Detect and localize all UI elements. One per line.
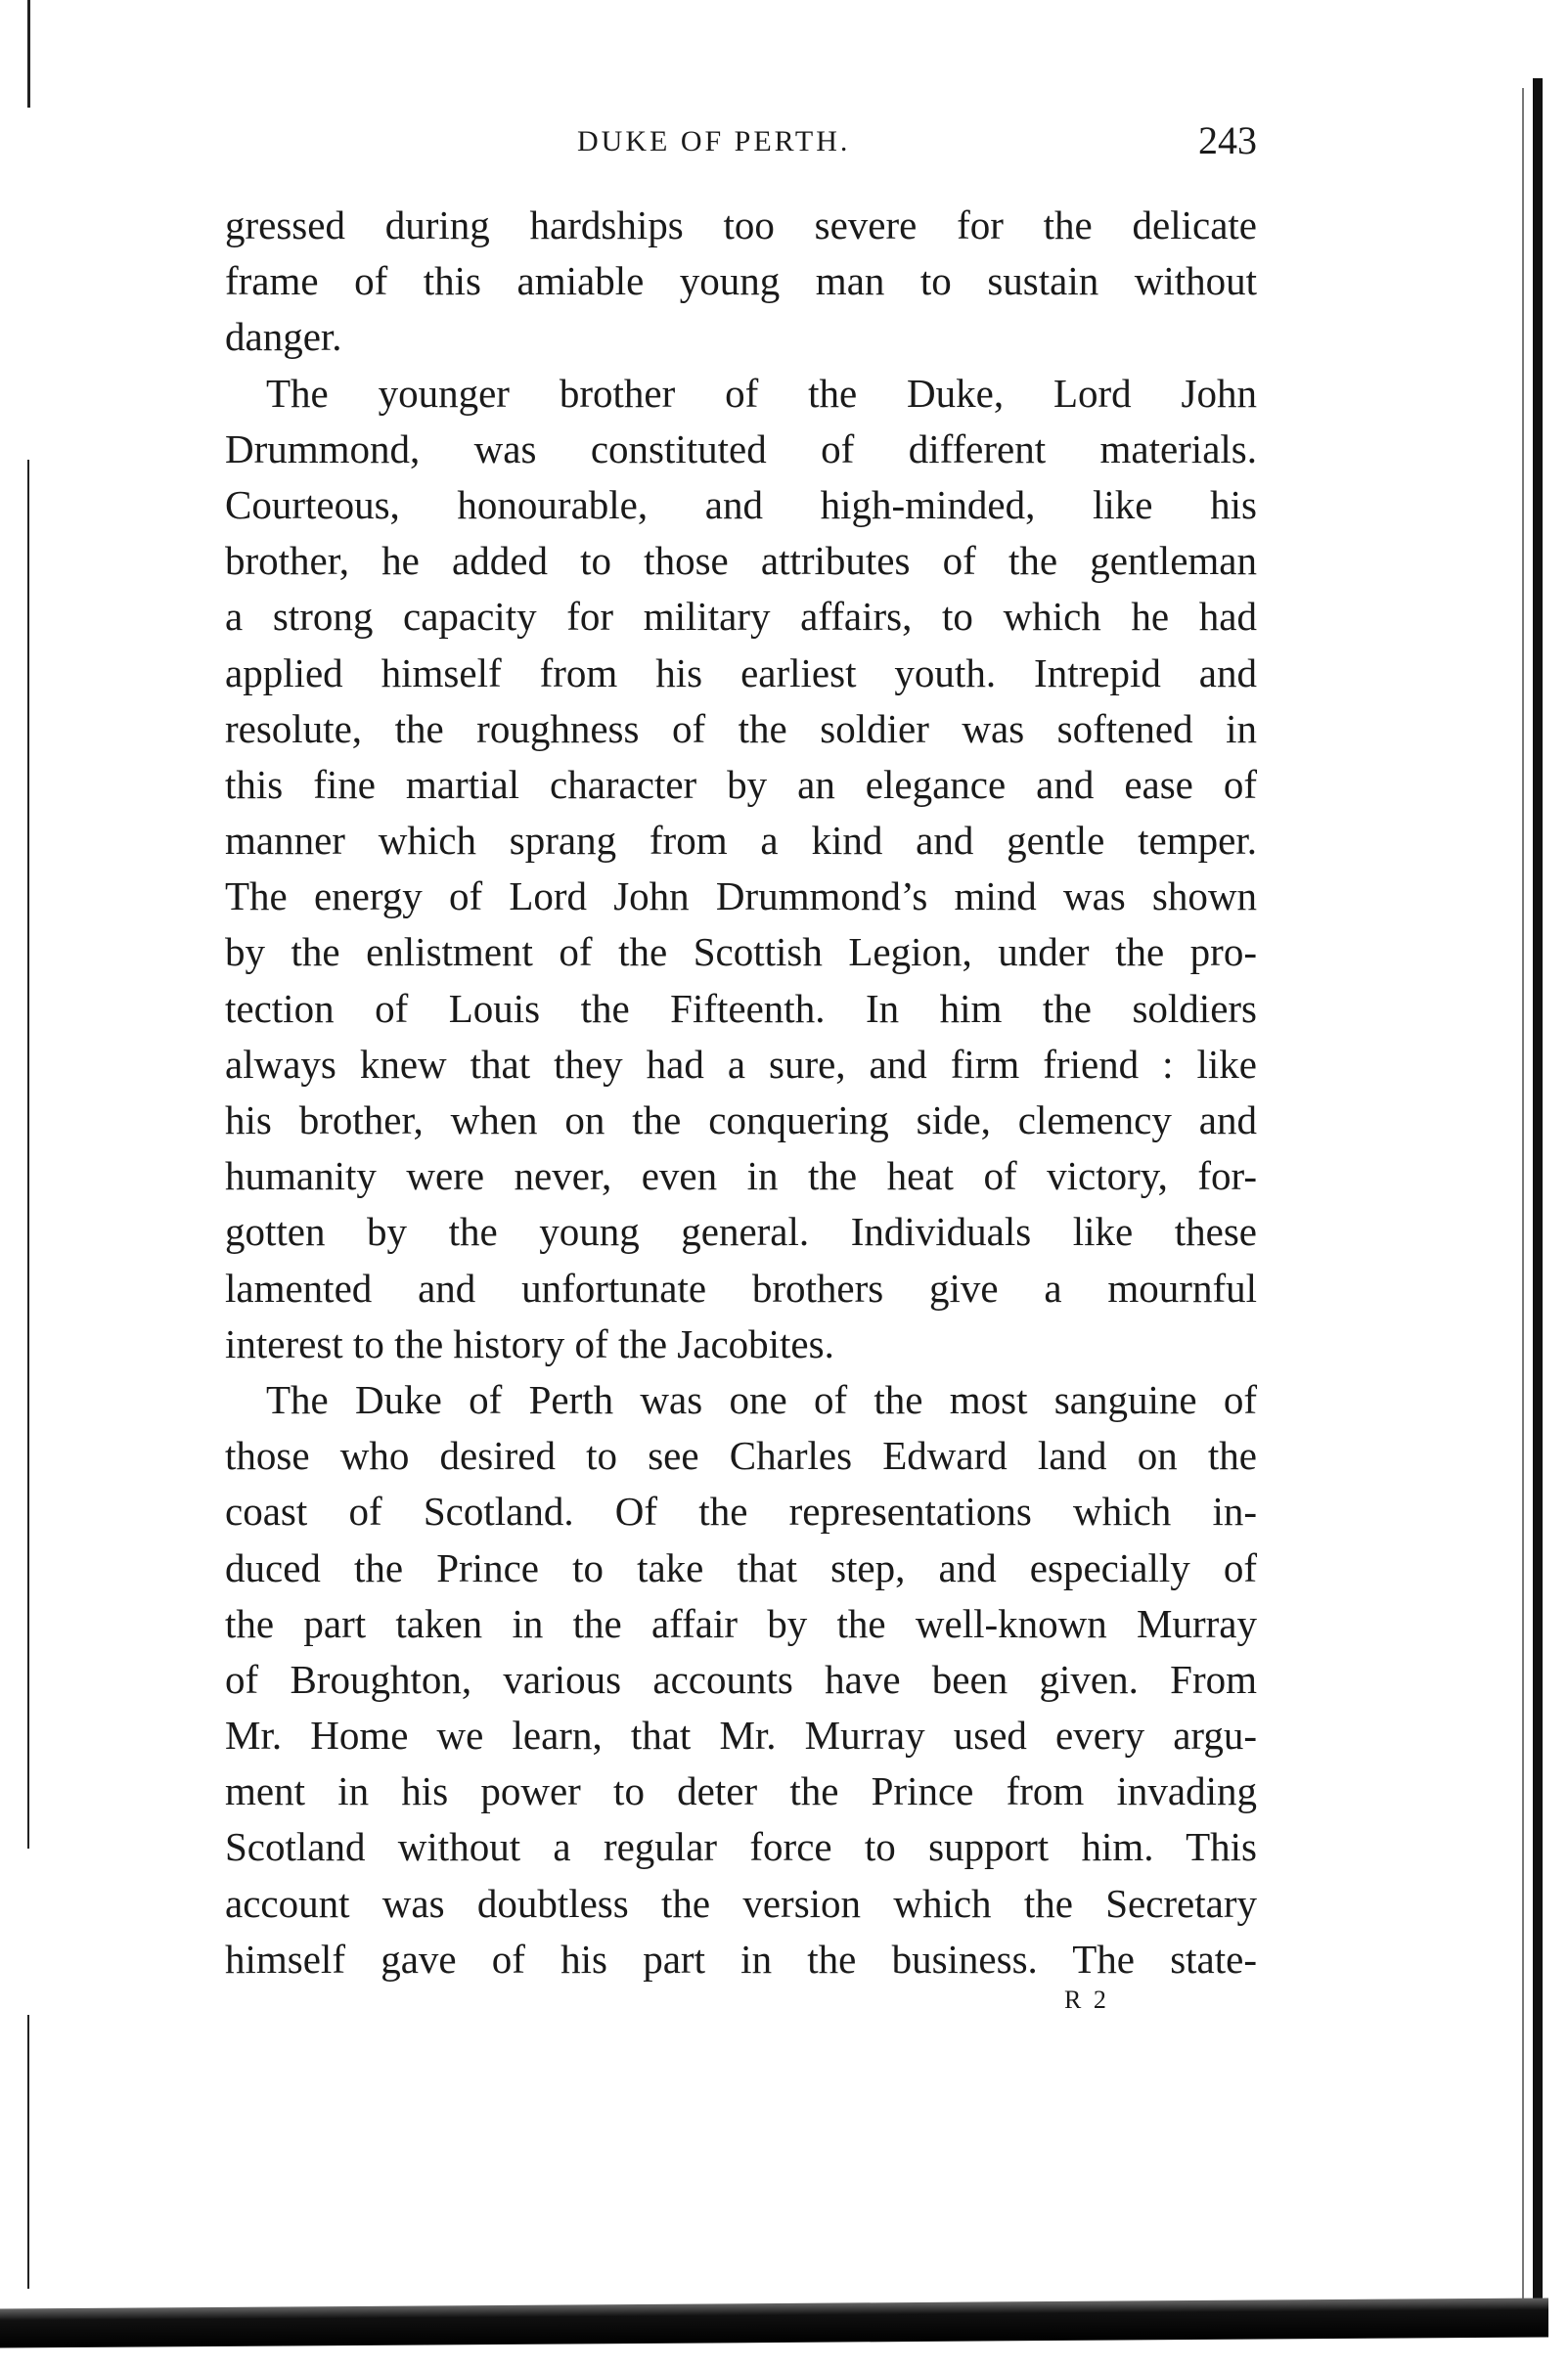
text-line: Mr. Home we learn, that Mr. Murray used every argu- [225, 1713, 1257, 1759]
text-line: those who desired to see Charles Edward land on the [225, 1433, 1257, 1479]
scan-bottom-edge [0, 2298, 1548, 2347]
text-line: gotten by the young general. Individuals like these [225, 1209, 1257, 1255]
page-number: 243 [1198, 118, 1257, 162]
text-line: The younger brother of the Duke, Lord John [266, 370, 1257, 416]
text-line: brother, he added to those attributes of the gentleman [225, 538, 1257, 584]
text-line: Scotland without a regular force to support him. This [225, 1824, 1257, 1870]
text-line: humanity were never, even in the heat of victory, for- [225, 1153, 1257, 1199]
text-line: tection of Louis the Fifteenth. In him the soldiers [225, 985, 1257, 1031]
text-line: Drummond, was constituted of different materials. [225, 425, 1257, 471]
running-title: DUKE OF PERTH. [577, 125, 851, 157]
scan-edge-mark [27, 0, 30, 108]
text-line: duced the Prince to take that step, and especially of [225, 1544, 1257, 1590]
text-line: of Broughton, various accounts have been given. From [225, 1656, 1257, 1702]
page-edge-right [1533, 78, 1543, 2328]
text-line: gressed during hardships too severe for the delicate [225, 202, 1257, 247]
signature-mark: R 2 [1064, 1986, 1109, 2014]
text-line: applied himself from his earliest youth. Intrepid and [225, 649, 1257, 695]
text-line: danger. [225, 314, 342, 360]
text-line: interest to the history of the Jacobites. [225, 1320, 834, 1366]
text-line: always knew that they had a sure, and firm friend : like [225, 1041, 1257, 1087]
text-line: ment in his power to deter the Prince from invading [225, 1768, 1257, 1814]
text-line: himself gave of his part in the business. The state- [225, 1936, 1257, 1982]
text-line: The energy of Lord John Drummond’s mind was shown [225, 873, 1257, 919]
scan-edge-mark [27, 460, 29, 1849]
scan-edge-mark [27, 2015, 29, 2289]
page-edge-right-inner [1522, 88, 1524, 2318]
text-line: his brother, when on the conquering side, clemency and [225, 1097, 1257, 1142]
text-line: account was doubtless the version which the Secretary [225, 1880, 1257, 1926]
text-line: coast of Scotland. Of the representations which in- [225, 1489, 1257, 1535]
text-line: this fine martial character by an elegance and ease of [225, 761, 1257, 807]
text-line: a strong capacity for military affairs, to which he had [225, 594, 1257, 640]
text-line: by the enlistment of the Scottish Legion, under the pro- [225, 929, 1257, 975]
text-line: resolute, the roughness of the soldier was softened in [225, 705, 1257, 751]
text-line: manner which sprang from a kind and gentle temper. [225, 818, 1257, 864]
body-text [225, 198, 1257, 1987]
text-line: lamented and unfortunate brothers give a mournful [225, 1265, 1257, 1311]
text-line: frame of this amiable young man to sustain without [225, 258, 1257, 304]
text-line: the part taken in the affair by the well-known Murray [225, 1600, 1257, 1646]
text-line: Courteous, honourable, and high-minded, like his [225, 481, 1257, 527]
page-header [225, 117, 1257, 176]
text-line: The Duke of Perth was one of the most sanguine of [266, 1376, 1257, 1422]
